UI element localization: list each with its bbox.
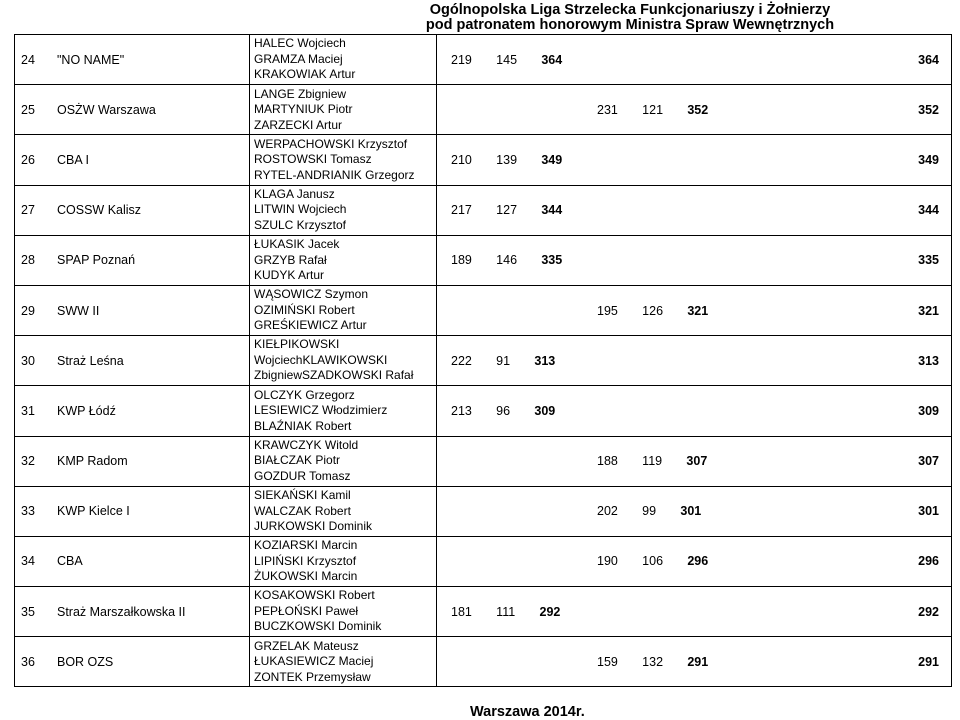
table-row bbox=[15, 85, 952, 135]
member-name: GREŚKIEWICZ Artur bbox=[254, 318, 367, 333]
place-number: 30 bbox=[15, 336, 52, 386]
score-sum: 335 bbox=[541, 253, 563, 268]
score-line bbox=[451, 153, 562, 167]
total-score: 352 bbox=[918, 102, 939, 117]
score-sum: 349 bbox=[541, 152, 563, 167]
place-number: 26 bbox=[15, 135, 52, 185]
score-1: 231 bbox=[597, 102, 618, 117]
team-members bbox=[250, 35, 437, 85]
score-line bbox=[597, 304, 708, 318]
score-2: 96 bbox=[496, 403, 511, 418]
total-score: 309 bbox=[918, 403, 939, 418]
member-name: KOSAKOWSKI Robert bbox=[254, 588, 375, 603]
member-name: KIEŁPIKOWSKI bbox=[254, 337, 340, 352]
score-line bbox=[451, 605, 560, 619]
score-line bbox=[597, 103, 708, 117]
score-line bbox=[597, 504, 701, 518]
table-row bbox=[15, 536, 952, 586]
team-members bbox=[250, 637, 437, 687]
table-row bbox=[15, 486, 952, 536]
member-name: LESIEWICZ Włodzimierz bbox=[254, 403, 388, 418]
table-row bbox=[15, 436, 952, 486]
score-2: 119 bbox=[642, 454, 663, 469]
team-name: CBA I bbox=[51, 135, 250, 185]
score-sum: 309 bbox=[534, 403, 556, 418]
member-name: ZONTEK Przemysław bbox=[254, 669, 371, 684]
place-number: 31 bbox=[15, 386, 52, 436]
member-name: KLAGA Janusz bbox=[254, 186, 335, 201]
team-name: COSSW Kalisz bbox=[51, 185, 250, 235]
team-name: SPAP Poznań bbox=[51, 235, 250, 285]
place-number: 29 bbox=[15, 285, 52, 335]
member-name: BIAŁCZAK Piotr bbox=[254, 453, 341, 468]
scores-cell bbox=[437, 85, 952, 135]
header-subtitle: pod patronatem honorowym Ministra Spraw Wewnętrznych bbox=[425, 17, 835, 33]
scores-cell bbox=[437, 486, 952, 536]
score-2: 132 bbox=[642, 654, 664, 669]
scores-cell bbox=[437, 235, 952, 285]
member-name: KUDYK Artur bbox=[254, 268, 325, 283]
table-row bbox=[15, 285, 952, 335]
member-name: KRAKOWIAK Artur bbox=[254, 67, 356, 82]
scores-cell bbox=[437, 35, 952, 85]
member-name: WĄSOWICZ Szymon bbox=[254, 287, 369, 302]
total-score: 313 bbox=[918, 353, 939, 368]
team-name: KWP Łódź bbox=[51, 386, 250, 436]
member-name: BLAŹNIAK Robert bbox=[254, 418, 352, 433]
table-row bbox=[15, 235, 952, 285]
scores-cell bbox=[437, 285, 952, 335]
member-name: KRAWCZYK Witold bbox=[254, 437, 359, 452]
place-number: 36 bbox=[15, 637, 52, 687]
member-name: PEPŁOŃSKI Paweł bbox=[254, 603, 359, 618]
score-line bbox=[597, 655, 708, 669]
team-members bbox=[250, 386, 437, 436]
score-1: 202 bbox=[597, 504, 618, 519]
member-name: OZIMIŃSKI Robert bbox=[254, 302, 355, 317]
score-2: 139 bbox=[496, 152, 518, 167]
results-table bbox=[14, 34, 952, 687]
score-sum: 313 bbox=[534, 353, 556, 368]
table-row bbox=[15, 386, 952, 436]
scores-cell bbox=[437, 336, 952, 386]
table-row bbox=[15, 35, 952, 85]
total-score: 301 bbox=[918, 504, 939, 519]
member-name: JURKOWSKI Dominik bbox=[254, 519, 373, 534]
score-line bbox=[451, 404, 555, 418]
scores-cell bbox=[437, 587, 952, 637]
team-name: KWP Kielce I bbox=[51, 486, 250, 536]
score-2: 99 bbox=[642, 504, 657, 519]
total-score: 349 bbox=[918, 152, 939, 167]
table-row bbox=[15, 637, 952, 687]
scores-cell bbox=[437, 386, 952, 436]
team-name: "NO NAME" bbox=[51, 35, 250, 85]
team-members bbox=[250, 135, 437, 185]
score-line bbox=[451, 203, 562, 217]
scores-cell bbox=[437, 185, 952, 235]
place-number: 25 bbox=[15, 85, 52, 135]
total-score: 364 bbox=[918, 52, 939, 67]
member-name: WALCZAK Robert bbox=[254, 503, 351, 518]
member-name: ZbigniewSZADKOWSKI Rafał bbox=[254, 368, 414, 383]
place-number: 28 bbox=[15, 235, 52, 285]
score-1: 210 bbox=[451, 152, 472, 167]
member-name: WojciechKLAWIKOWSKI bbox=[254, 352, 388, 367]
score-sum: 344 bbox=[541, 203, 563, 218]
score-1: 190 bbox=[597, 554, 618, 569]
total-score: 335 bbox=[918, 253, 939, 268]
member-name: LITWIN Wojciech bbox=[254, 202, 347, 217]
score-sum: 296 bbox=[687, 554, 709, 569]
team-members bbox=[250, 336, 437, 386]
score-2: 127 bbox=[496, 203, 518, 218]
member-name: GRZELAK Mateusz bbox=[254, 638, 359, 653]
score-1: 213 bbox=[451, 403, 472, 418]
score-2: 91 bbox=[496, 353, 511, 368]
table-row bbox=[15, 587, 952, 637]
score-2: 126 bbox=[642, 303, 664, 318]
total-score: 307 bbox=[918, 454, 939, 469]
place-number: 24 bbox=[15, 35, 52, 85]
score-2: 121 bbox=[642, 102, 664, 117]
table-row bbox=[15, 135, 952, 185]
score-sum: 307 bbox=[686, 454, 708, 469]
place-number: 33 bbox=[15, 486, 52, 536]
team-name: Straż Marszałkowska II bbox=[51, 587, 250, 637]
member-name: RYTEL-ANDRIANIK Grzegorz bbox=[254, 167, 415, 182]
score-1: 188 bbox=[597, 454, 618, 469]
score-2: 145 bbox=[496, 52, 518, 67]
scores-cell bbox=[437, 536, 952, 586]
place-number: 34 bbox=[15, 536, 52, 586]
member-name: LIPIŃSKI Krzysztof bbox=[254, 553, 357, 568]
member-name: MARTYNIUK Piotr bbox=[254, 102, 353, 117]
member-name: GOZDUR Tomasz bbox=[254, 468, 351, 483]
member-name: SZULC Krzysztof bbox=[254, 217, 347, 232]
score-sum: 292 bbox=[539, 604, 561, 619]
score-2: 106 bbox=[642, 554, 664, 569]
team-name: SWW II bbox=[51, 285, 250, 335]
score-1: 189 bbox=[451, 253, 472, 268]
member-name: ROSTOWSKI Tomasz bbox=[254, 152, 372, 167]
total-score: 321 bbox=[918, 303, 939, 318]
team-members bbox=[250, 587, 437, 637]
member-name: ŻUKOWSKI Marcin bbox=[254, 569, 358, 584]
team-members bbox=[250, 185, 437, 235]
team-name: KMP Radom bbox=[51, 436, 250, 486]
member-name: GRAMZA Maciej bbox=[254, 51, 343, 66]
score-2: 146 bbox=[496, 253, 518, 268]
score-sum: 291 bbox=[687, 654, 709, 669]
score-1: 219 bbox=[451, 52, 472, 67]
team-name: BOR OZS bbox=[51, 637, 250, 687]
team-members bbox=[250, 85, 437, 135]
member-name: BUCZKOWSKI Dominik bbox=[254, 619, 382, 634]
footer-place-date: Warszawa 2014r. bbox=[470, 704, 585, 720]
place-number: 35 bbox=[15, 587, 52, 637]
score-sum: 364 bbox=[541, 52, 563, 67]
score-line bbox=[597, 554, 708, 568]
total-score: 296 bbox=[918, 554, 939, 569]
score-line bbox=[597, 454, 707, 468]
member-name: ŁUKASIEWICZ Maciej bbox=[254, 654, 374, 669]
member-name: GRZYB Rafał bbox=[254, 252, 327, 267]
table-row bbox=[15, 336, 952, 386]
member-name: ZARZECKI Artur bbox=[254, 117, 343, 132]
table-row bbox=[15, 185, 952, 235]
score-sum: 301 bbox=[680, 504, 702, 519]
total-score: 291 bbox=[918, 654, 939, 669]
team-members bbox=[250, 436, 437, 486]
score-line bbox=[451, 253, 562, 267]
team-members bbox=[250, 536, 437, 586]
score-1: 181 bbox=[451, 604, 472, 619]
score-sum: 352 bbox=[687, 102, 709, 117]
place-number: 32 bbox=[15, 436, 52, 486]
team-members bbox=[250, 486, 437, 536]
team-members bbox=[250, 285, 437, 335]
member-name: ŁUKASIK Jacek bbox=[254, 237, 340, 252]
total-score: 344 bbox=[918, 203, 939, 218]
member-name: WERPACHOWSKI Krzysztof bbox=[254, 136, 408, 151]
scores-cell bbox=[437, 637, 952, 687]
member-name: SIEKAŃSKI Kamil bbox=[254, 488, 351, 503]
total-score: 292 bbox=[918, 604, 939, 619]
place-number: 27 bbox=[15, 185, 52, 235]
score-line bbox=[451, 354, 555, 368]
header-title: Ogólnopolska Liga Strzelecka Funkcjonariuszy i Żołnierzy bbox=[429, 2, 831, 18]
member-name: HALEC Wojciech bbox=[254, 36, 346, 51]
team-name: Straż Leśna bbox=[51, 336, 250, 386]
score-1: 217 bbox=[451, 203, 472, 218]
scores-cell bbox=[437, 135, 952, 185]
member-name: OLCZYK Grzegorz bbox=[254, 387, 355, 402]
score-1: 195 bbox=[597, 303, 618, 318]
score-sum: 321 bbox=[687, 303, 709, 318]
team-name: OSŻW Warszawa bbox=[51, 85, 250, 135]
score-1: 222 bbox=[451, 353, 472, 368]
member-name: LANGE Zbigniew bbox=[254, 86, 347, 101]
score-1: 159 bbox=[597, 654, 618, 669]
member-name: KOZIARSKI Marcin bbox=[254, 538, 358, 553]
team-name: CBA bbox=[51, 536, 250, 586]
scores-cell bbox=[437, 436, 952, 486]
team-members bbox=[250, 235, 437, 285]
score-2: 111 bbox=[496, 604, 516, 619]
score-line bbox=[451, 53, 562, 67]
